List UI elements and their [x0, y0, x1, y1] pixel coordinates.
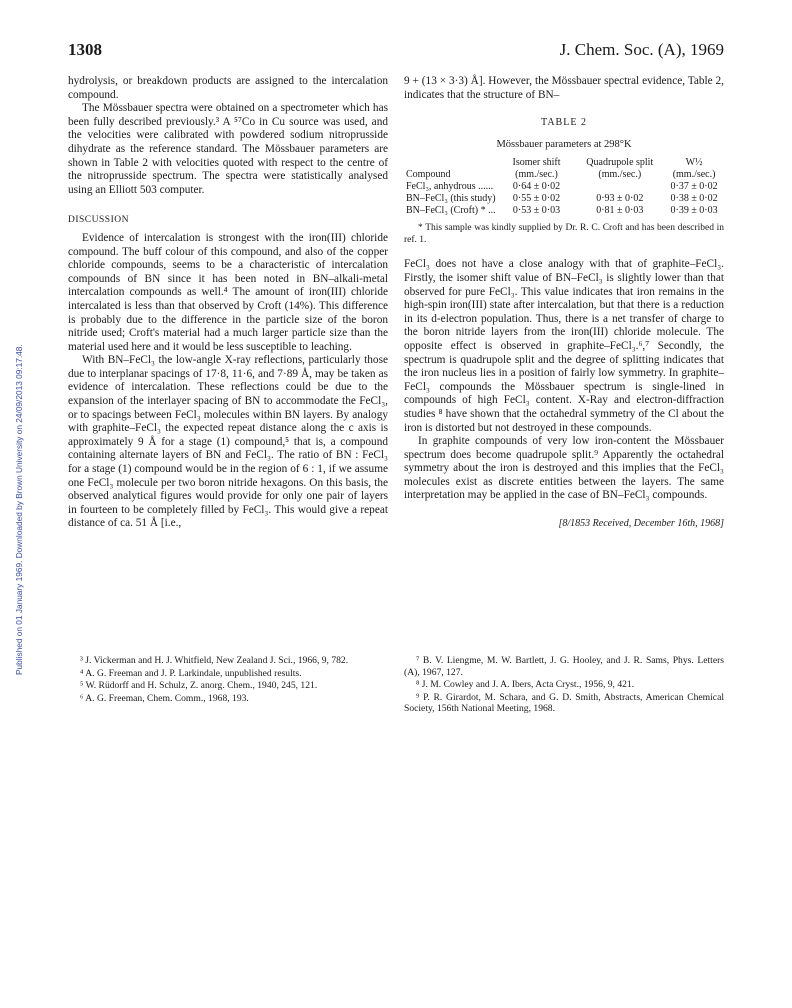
table-cell — [575, 181, 664, 193]
table-row — [404, 181, 724, 193]
paragraph: In graphite compounds of very low iron-content the Mössbauer spectrum does become quadrupole split.⁹ Apparently the octahedral symmetry about the iron is destroyed and this implies that the FeCl₃ molecules exist as discrete entities between the layers. The same interpretation may be applied in the case of BN–FeCl₃ compounds. — [404, 435, 724, 502]
table-block — [404, 116, 724, 246]
table-cell: 0·37 ± 0·02 — [670, 181, 718, 193]
table-cell: BN–FeCl₃ (this study) — [406, 193, 496, 205]
references-right — [404, 655, 724, 716]
paragraph: hydrolysis, or breakdown products are assigned to the intercalation compound. — [68, 75, 388, 101]
table-cell: 0·64 ± 0·02 — [512, 181, 561, 193]
reference: ⁸ J. M. Cowley and J. A. Ibers, Acta Cryst., 1956, 9, 421. — [416, 679, 635, 690]
table-cell: 0·81 ± 0·03 — [596, 205, 644, 217]
table-row — [404, 193, 724, 205]
table-cell: 0·93 ± 0·02 — [596, 193, 644, 205]
side-publication-note — [2, 215, 24, 675]
table-caption: Mössbauer parameters at 298°K — [496, 138, 632, 150]
received-date: [8/1853 Received, December 16th, 1968] — [558, 518, 724, 530]
table-label: TABLE 2 — [541, 117, 587, 129]
reference: ⁷ B. V. Liengme, M. W. Bartlett, J. G. Hooley, and J. R. Sams, Phys. Letters (A), 1967, 127. — [404, 655, 724, 678]
right-column — [404, 75, 724, 531]
reference: ⁵ W. Rüdorff and H. Schulz, Z. anorg. Chem., 1940, 245, 121. — [80, 680, 318, 691]
table-header: Compound — [406, 169, 451, 181]
table-cell: 0·38 ± 0·02 — [670, 193, 718, 205]
paragraph: FeCl₃ does not have a close analogy with that of graphite–FeCl₃. Firstly, the isomer shift value of BN–FeCl₃ is slightly lower than that observed for pure FeCl₃. This value indicates that iron remains in the high-spin iron(III) state after intercalation, but that there is a reduction in its d-electron population. Thus, there is a net transfer of charge to the boron nitride layers from the iron(III) chloride molecule. The opposite effect is observed in graphite–FeCl₃.⁶,⁷ Secondly, the spectrum is quadrupole split and the degree of splitting indicates that the iron nucleus lies in a position of fairly low symmetry. In graphite–FeCl₃ compounds the Mössbauer spectrum is single-lined in compounds of high FeCl₃ content. X-Ray and electron-diffraction studies ⁸ have shown that the octahedral symmetry of the Cl about the iron is distorted but not destroyed in these compounds. — [404, 258, 724, 434]
references-left — [68, 655, 388, 705]
table-row — [404, 205, 724, 217]
side-note-text: Published on 01 January 1969. Downloaded by Brown University on 24/09/2013 09:17:48. — [14, 344, 24, 675]
table-header-row — [404, 157, 724, 181]
reference: ³ J. Vickerman and H. J. Whitfield, New Zealand J. Sci., 1966, 9, 782. — [80, 655, 349, 666]
journal-header: J. Chem. Soc. (A), 1969 — [559, 40, 724, 59]
table-header: Isomer shift (mm./sec.) — [512, 157, 561, 181]
mossbauer-table — [404, 157, 724, 217]
table-cell: FeCl₃, anhydrous ...... — [406, 181, 494, 193]
table-cell: BN–FeCl₃ (Croft) * ... — [406, 205, 496, 217]
paragraph: The Mössbauer spectra were obtained on a spectrometer which has been fully described previously.³ A ⁵⁷Co in Cu source was used, and the velocities were calibrated with powdered sodium nitroprusside dihydrate as the reference standard. The Mössbauer parameters are shown in Table 2 with velocities quoted with respect to the centre of the nitroprusside spectrum. The spectra were statistically analysed using an Elliott 503 computer. — [68, 102, 388, 196]
reference: ⁹ P. R. Girardot, M. Schara, and G. D. Smith, Abstracts, American Chemical Society, 156th National Meeting, 1968. — [404, 691, 724, 714]
page-number: 1308 — [68, 40, 102, 59]
table-cell: 0·39 ± 0·03 — [670, 205, 718, 217]
paragraph: 9 + (13 × 3·3) Å]. However, the Mössbauer spectral evidence, Table 2, indicates that the structure of BN– — [404, 75, 724, 101]
section-heading: DISCUSSION — [68, 215, 129, 226]
table-cell: 0·53 ± 0·03 — [512, 205, 561, 217]
paragraph: With BN–FeCl₃ the low-angle X-ray reflections, particularly those due to interplanar spacings of 17·8, 11·6, and 7·89 Å, may be taken as evidence of intercalation. These reflections could be due to the expansion of the interlayer spacing of BN to accommodate the FeCl₃, or to spacings between FeCl₃ molecules within BN layers. By analogy with graphite–FeCl₃ the expected repeat distance along the c axis is approximately 9 Å for a stage (1) compound,⁵ that is, a compound containing alternate layers of BN and FeCl₃. The ratio of BN : FeCl₃ for a stage (1) compound would be in the region of 6 : 1, if we assume one FeCl₃ molecule per two boron nitride hexagons. On this basis, the observed analytical figures would provide for only one pair of layers in fourteen to be completely filled by FeCl₃. This would give a repeat distance of ca. 51 Å [i.e., — [68, 354, 388, 530]
table-header: Quadrupole split (mm./sec.) — [586, 157, 654, 181]
reference: ⁶ A. G. Freeman, Chem. Comm., 1968, 193. — [80, 692, 249, 704]
paragraph: Evidence of intercalation is strongest with the iron(III) chloride compound. The buff colour of this compound, and also of the copper chloride compounds, seems to be a characteristic of intercalation compounds of BN since it has been noted in BN–alkali-metal intercalation compounds as well.⁴ The amount of iron(III) chloride intercalated is less than that observed by Croft (14%). This difference is probably due to the difference in the particle size of the boron nitride used; Croft's material had a much larger particle size than the material used here and it would be less susceptible to leaching. — [68, 231, 388, 353]
table-cell: 0·55 ± 0·02 — [512, 193, 561, 205]
reference: ⁴ A. G. Freeman and J. P. Larkindale, unpublished results. — [80, 667, 302, 679]
table-header: W½ (mm./sec.) — [672, 157, 716, 181]
table-footnote: * This sample was kindly supplied by Dr. R. C. Croft and has been described in ref. 1. — [404, 223, 724, 245]
left-column — [68, 75, 388, 531]
